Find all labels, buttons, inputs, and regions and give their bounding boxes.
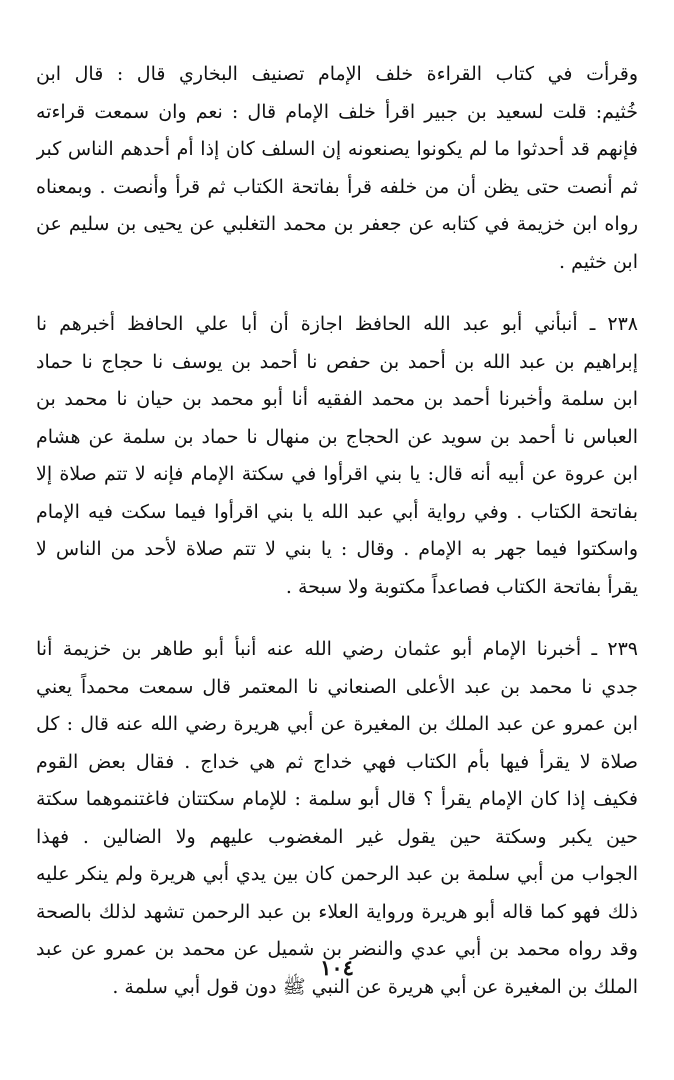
text-line: العباس نا أحمد بن سويد عن الحجاج بن منهال نا حماد بن سلمة عن هشام [36,425,638,448]
paragraph-239 [36,631,638,1006]
text-line: ابن عروة عن أبيه أنه قال: يا بني اقرأوا في سكتة الإمام فإنه لا تتم صلاة إلا [36,463,638,485]
text-line: وقرأت في كتاب القراءة خلف الإمام تصنيف البخاري قال : قال ابن [36,63,638,85]
paragraph-gap [36,281,638,306]
text-line: وقد رواه محمد بن أبي عدي والنضر بن شميل عن محمد بن عمرو عن عبد [36,938,638,960]
text-line: ذلك فهو كما قاله أبو هريرة ورواية العلاء بن عبد الرحمن تشهد لذلك بالصحة [36,900,638,923]
text-line: الجواب من أبي سلمة بن عبد الرحمن كان بين يدي أبي هريرة ولم ينكر عليه [36,863,638,885]
text-line: ابن سلمة وأخبرنا أحمد بن محمد الفقيه أنا أبو محمد بن حيان نا محمد بن [36,388,638,410]
text-line: الملك بن المغيرة عن أبي هريرة عن النبي ﷺ دون قول أبي سلمة . [112,975,638,998]
text-line: فإنهم قد أحدثوا ما لم يكونوا يصنعونه إن السلف كان إذا أم أحدهم الناس كبر [36,138,638,160]
text-line: ابن خثيم . [558,250,638,273]
text-line: ٢٣٩ ـ أخبرنا الإمام أبو عثمان رضي الله عنه أنبأ أبو طاهر بن خزيمة أنا [36,638,638,660]
paragraph-gap [36,606,638,631]
text-line: خُثيم: قلت لسعيد بن جبير اقرأ خلف الإمام قال : نعم وان سمعت قراءته [36,100,638,123]
text-line: حين يكبر وسكتة حين يقول غير المغضوب عليهم ولا الضالين . فهذا [36,825,638,848]
text-line: فكيف إذا كان الإمام يقرأ ؟ قال أبو سلمة : للإمام سكتتان فاغتنموهما سكتة [36,788,638,810]
text-line: صلاة لا يقرأ فيها بأم الكتاب فهي خداج ثم هي خداج . فقال بعض القوم [36,750,638,773]
text-line: ابن عمرو عن عبد الملك بن المغيرة عن أبي هريرة رضي الله عنه قال : كل [36,713,638,735]
text-line: يقرأ بفاتحة الكتاب فصاعداً مكتوبة ولا سبحة . [285,575,638,598]
text-line: جدي نا محمد بن عبد الأعلى الصنعاني نا المعتمر قال سمعت محمداً يعني [36,675,638,698]
text-line: ثم أنصت حتى يظن أن من خلفه قرأ بفاتحة الكتاب ثم قرأ وأنصت . وبمعناه [36,175,638,198]
text-line: إبراهيم بن عبد الله بن أحمد بن حفص نا أحمد بن يوسف نا حجاج نا حماد [36,350,638,373]
text-line: بفاتحة الكتاب . وفي رواية أبي عبد الله يا بني اقرأوا فيما سكت فيه الإمام [36,500,638,523]
page-number: ١٠٤ [320,955,354,980]
text-line: ٢٣٨ ـ أنبأني أبو عبد الله الحافظ اجازة أن أبا علي الحافظ أخبرهم نا [36,313,638,335]
text-line: واسكتوا فيما جهر به الإمام . وقال : يا بني لا تتم صلاة لأحد من الناس لا [36,538,638,560]
paragraph-intro [36,56,638,281]
paragraph-238 [36,306,638,606]
text-line: رواه ابن خزيمة في كتابه عن جعفر بن محمد التغلبي عن يحيى بن سليم عن [36,213,638,235]
